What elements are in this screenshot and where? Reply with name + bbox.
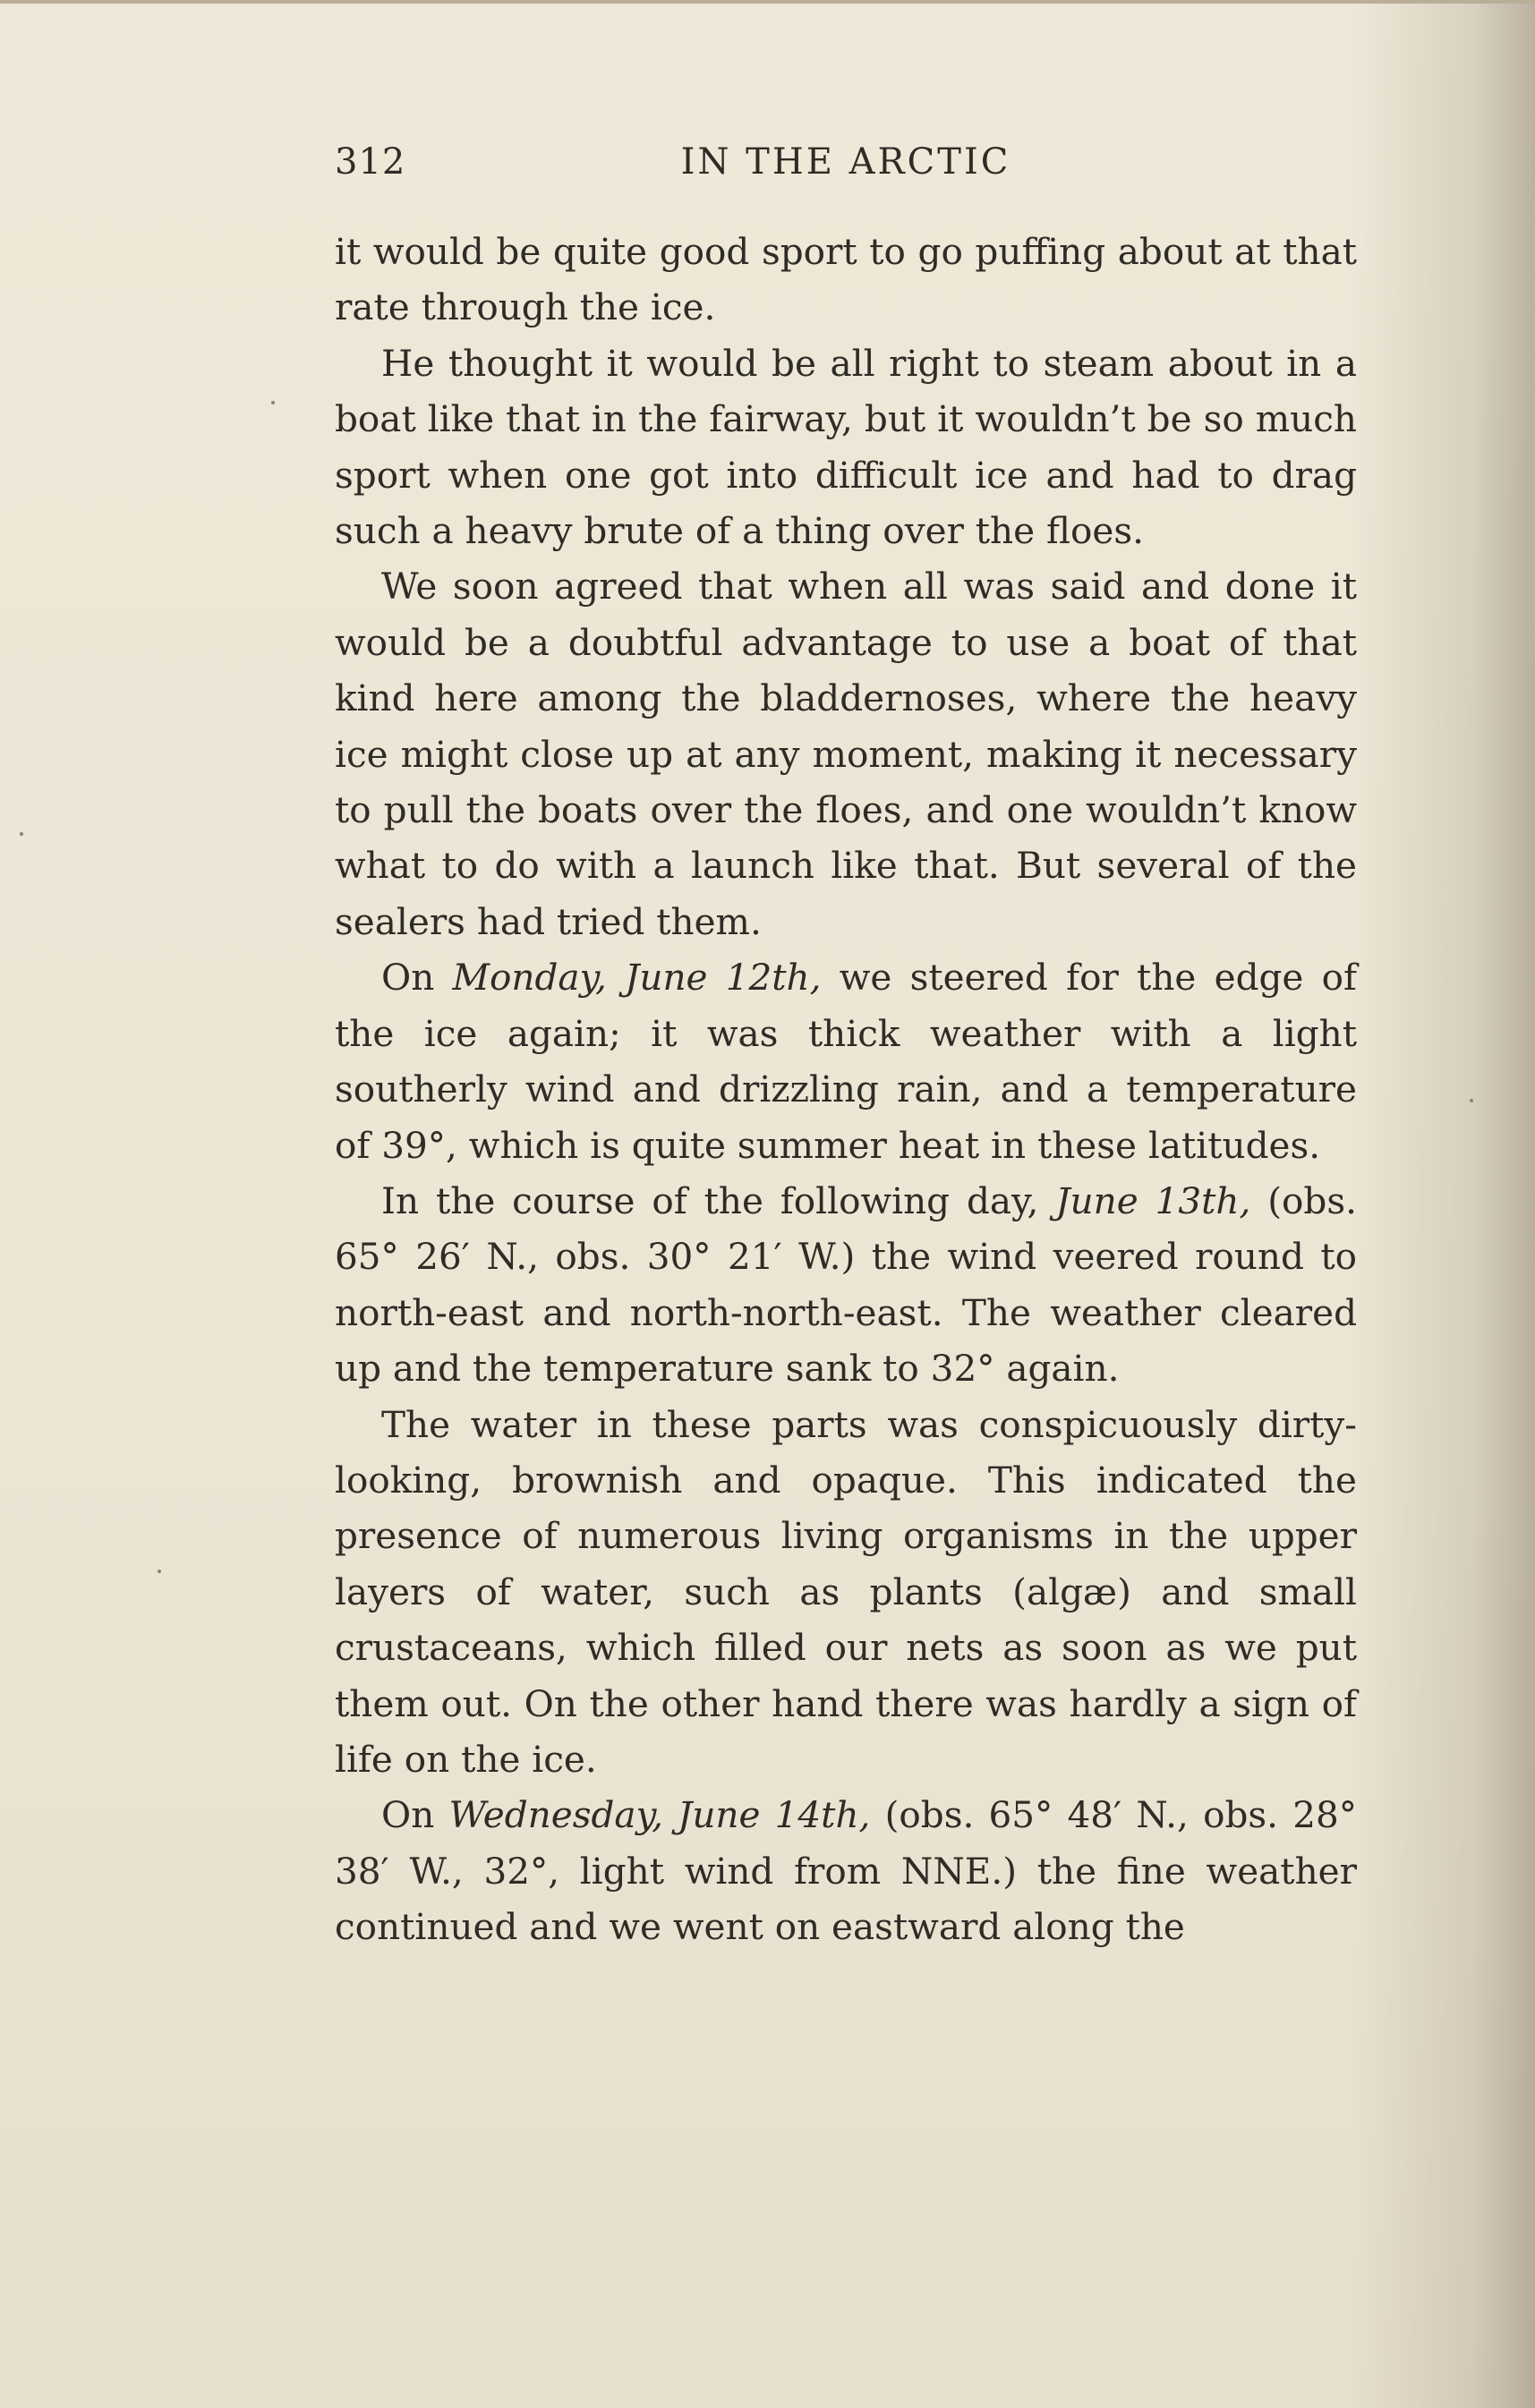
paragraph-agreement: We soon agreed that when all was said and done it would be a doubtful advantage to use a boat of that kind here among the bladdernoses, where the heavy ice might close up at any moment, making it necessary to pull the boats over the floes, and one wouldn’t know what to do with a launch like that. But several of the sealers had tried them. [335, 565, 1357, 943]
paragraph-june-14 [335, 1787, 1357, 1954]
paragraph-continuation: it would be quite good sport to go puffing about at that rate through the ice. [335, 230, 1357, 329]
paragraph-rest: (obs. 65° 48′ N., obs. 28° 38′ W., 32°, light wind from NNE.) the fine weather continued and we went on eastward along the [335, 1793, 1358, 1949]
paragraph-june-12 [335, 949, 1357, 1173]
page-top-edge [0, 0, 1535, 4]
margin-speck [1470, 1099, 1473, 1102]
paragraph-june-13 [335, 1173, 1357, 1397]
paragraph-lead: On [381, 1793, 449, 1837]
margin-speck [158, 1570, 161, 1573]
paragraph-lead: In the course of the following day, [381, 1178, 1056, 1222]
paragraph-rest: we steered for the edge of the ice again; it was thick weather with a light southerly wind and drizzling rain, and a temperature of 39°, which is quite summer heat in these latitudes. [335, 956, 1357, 1167]
date-italic: June 13th, [1055, 1178, 1251, 1222]
paragraph-lead: On [381, 956, 453, 1000]
body-text [335, 224, 1357, 1955]
running-title: IN THE ARCTIC [680, 141, 1011, 183]
margin-speck [271, 401, 275, 404]
running-head [335, 141, 1357, 195]
paragraph-water: The water in these parts was conspicuously dirty-looking, brownish and opaque. This indicated the presence of numerous living organisms in the upper layers of water, such as plants (algæ) and small crustaceans, which filled our nets as soon as we put them out. On the other hand there was hardly a sign of life on the ice. [335, 1402, 1357, 1781]
date-italic: Monday, June 12th, [452, 956, 822, 1000]
paragraph-rest: (obs. 65° 26′ N., obs. 30° 21′ W.) the wind veered round to north-east and north-north-east. The weather cleared up and the temperature sank to 32° again. [335, 1178, 1357, 1391]
date-italic: Wednesday, June 14th, [448, 1793, 871, 1837]
paragraph-boat-argument: He thought it would be all right to steam about in a boat like that in the fairway, but it wouldn’t be so much sport when one got into difficult ice and had to drag such a heavy brute of a thing over the floes. [335, 341, 1357, 553]
page-number: 312 [335, 141, 406, 183]
margin-speck [20, 832, 23, 836]
